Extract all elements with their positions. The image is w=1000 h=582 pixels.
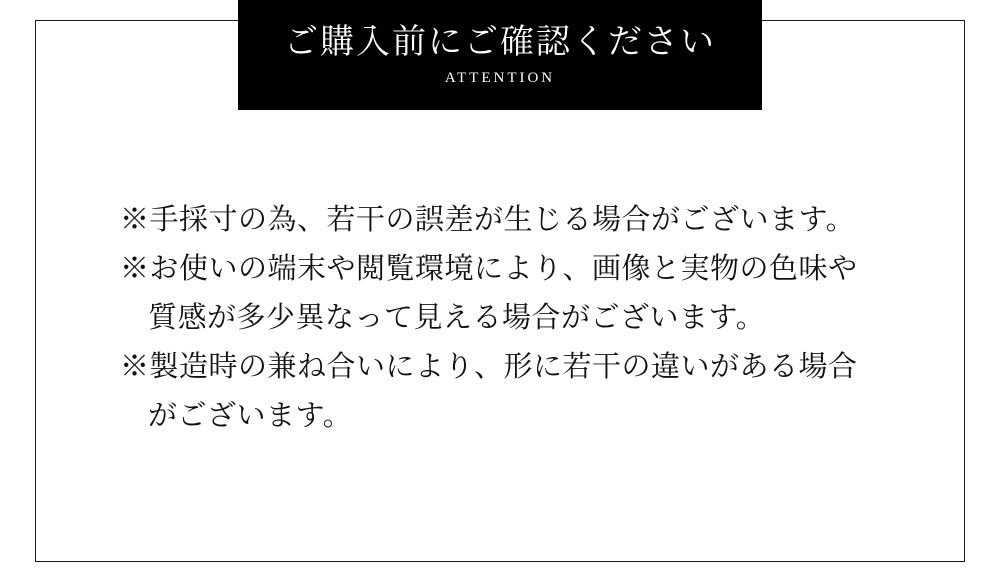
notes-list xyxy=(120,196,900,441)
attention-banner xyxy=(238,0,762,110)
note-line: ※製造時の兼ね合いにより、形に若干の違いがある場合 xyxy=(120,351,858,383)
note-line: がございます。 xyxy=(148,400,353,432)
banner-subtitle: ATTENTION xyxy=(444,70,556,87)
note-line: ※手採寸の為、若干の誤差が生じる場合がございます。 xyxy=(120,204,856,236)
banner-title: ご購入前にご確認ください xyxy=(284,24,716,61)
note-line: 質感が多少異なって見える場合がございます。 xyxy=(148,302,766,334)
note-line: ※お使いの端末や閲覧環境により、画像と実物の色味や xyxy=(120,253,858,285)
